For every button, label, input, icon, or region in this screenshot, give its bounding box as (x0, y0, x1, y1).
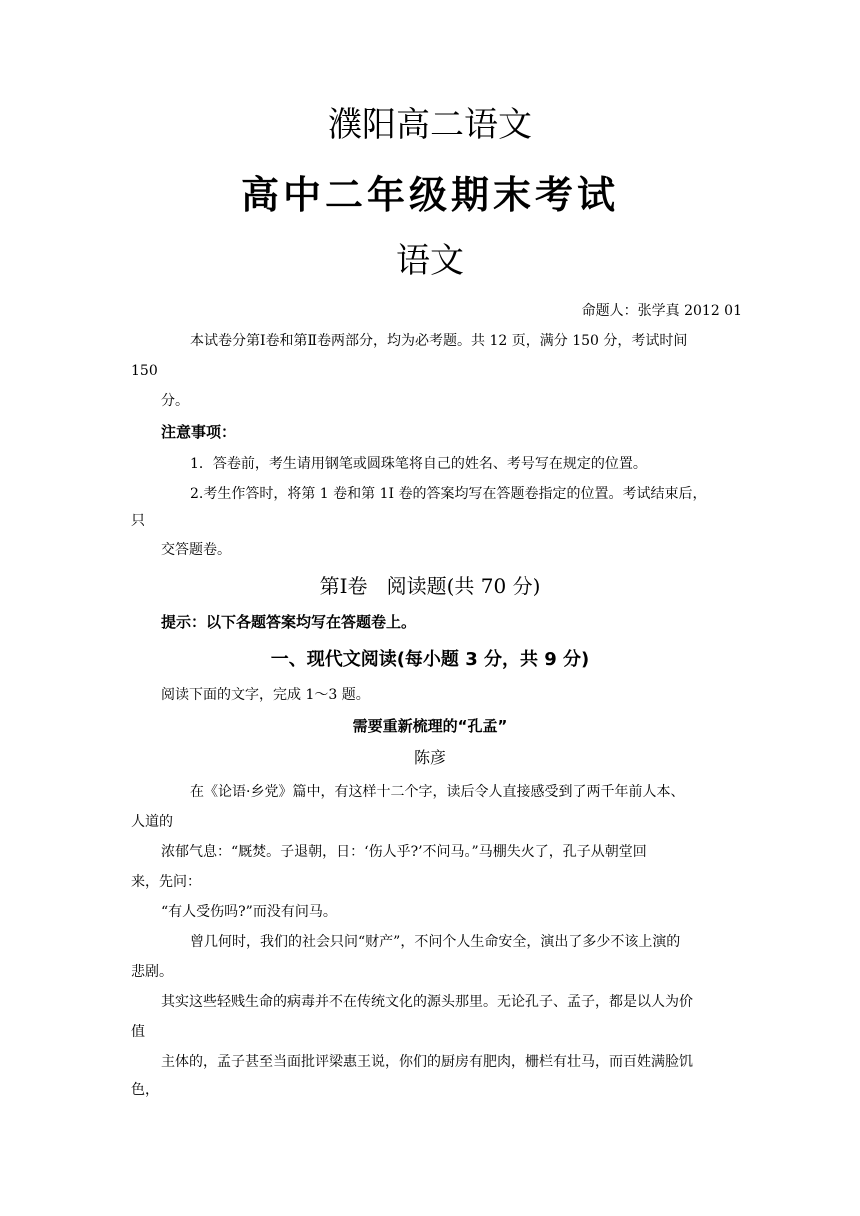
section-one-title: 一、现代文阅读(每小题 3 分，共 9 分) (270, 649, 590, 670)
intro-line-1: 本试卷分第Ⅰ卷和第Ⅱ卷两部分，均为必考题。共 12 页，满分 150 分，考试时间 (190, 333, 688, 349)
article-line: 主体的，孟子甚至当面批评梁惠王说，你们的厨房有肥肉，栅栏有壮马，而百姓满脸饥 (161, 1054, 693, 1070)
article-line: 浓郁气息：“厩焚。子退朝，日：‘伤人乎?’不问马。”马棚失火了，孔子从朝堂回 (161, 844, 647, 860)
article-line: 人道的 (131, 814, 173, 830)
exam-title: 高中二年级期末考试 (240, 173, 619, 217)
article-line: 在《论语·乡党》篇中，有这样十二个字，读后令人直接感受到了两千年前人本、 (190, 784, 685, 800)
article-author: 陈彦 (413, 748, 446, 767)
article-line: 其实这些轻贱生命的病毒并不在传统文化的源头那里。无论孔子、孟子，都是以人为价 (161, 994, 693, 1010)
notes-item-2-line-2: 只 (131, 513, 145, 529)
article-line: 曾几何时，我们的社会只问“财产”，不问个人生命安全，演出了多少不该上演的 (190, 934, 681, 950)
school-title: 濮阳高二语文 (328, 105, 532, 145)
article-line: 悲剧。 (131, 964, 173, 980)
author-line: 命题人：张学真 2012 01 (581, 303, 742, 319)
intro-line-3: 分。 (161, 393, 189, 409)
notes-item-2-line-3: 交答题卷。 (161, 542, 231, 558)
article-line: 色， (131, 1082, 159, 1098)
part-one-hint: 提示：以下各题答案均写在答题卷上。 (161, 613, 417, 631)
notes-item-2-line-1: 2.考生作答时，将第 1 卷和第 1I 卷的答案均写在答题卷指定的位置。考试结束后， (190, 486, 707, 502)
intro-line-2: 150 (131, 363, 158, 379)
subject-title: 语文 (396, 241, 464, 281)
article-line: “有人受伤吗?”而没有问马。 (161, 904, 337, 920)
article-line: 来，先问： (131, 874, 201, 890)
reading-instruction: 阅读下面的文字，完成 1～3 题。 (161, 687, 370, 703)
notes-item-1: 1．答卷前，考生请用钢笔或圆珠笔将自己的姓名、考号写在规定的位置。 (190, 456, 647, 472)
notes-heading: 注意事项： (161, 423, 237, 441)
article-line: 值 (131, 1024, 145, 1040)
part-one-title: 第Ⅰ卷 阅读题(共 70 分) (319, 574, 541, 598)
article-title: 需要重新梳理的“孔孟” (352, 717, 508, 735)
